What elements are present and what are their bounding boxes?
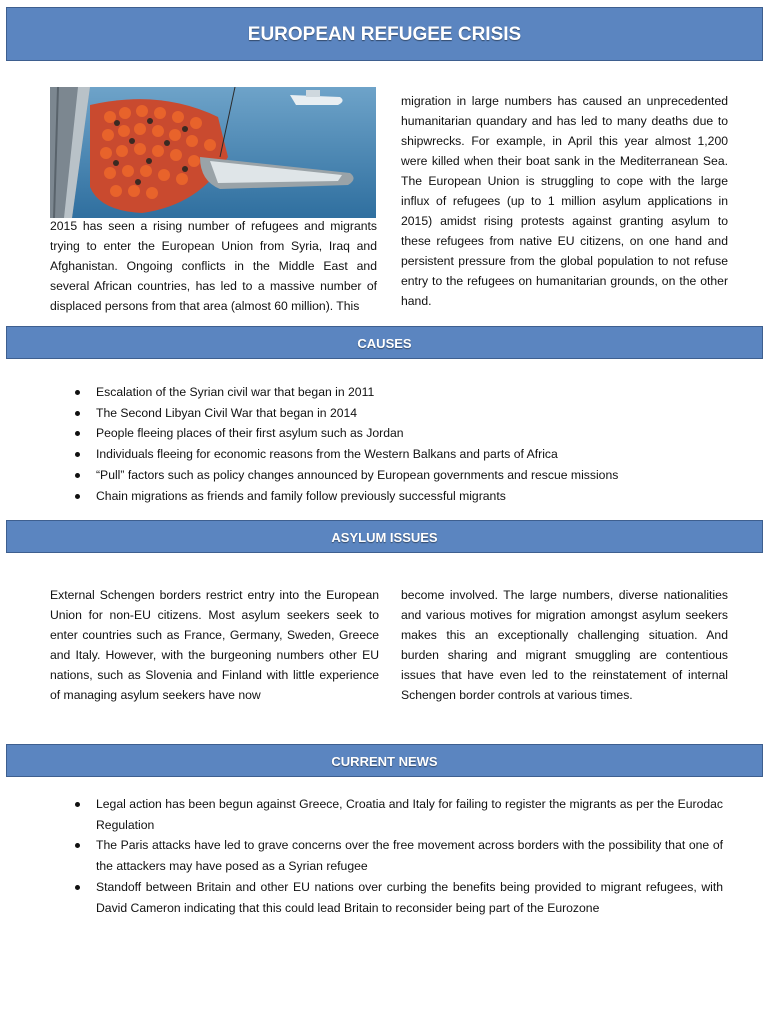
news-list [71,794,723,918]
list-item: Chain migrations as friends and family follow previously successful migrants [71,486,741,507]
causes-list [71,382,741,506]
asylum-right-text: become involved. The large numbers, diverse nationalities and various motives for migration amongst asylum seekers makes this an exceptionally challenging situation. And burden sharing and migrant smuggling are contentious issues that have even led to the reinstatement of internal Schengen border controls at various times. [401,588,728,702]
list-item: The Second Libyan Civil War that began in 2014 [71,403,741,424]
intro-right-text: migration in large numbers has caused an unprecedented humanitarian quandary and has led to many deaths due to shipwrecks. For example, in April this year almost 1,200 were killed when their boat sank in the Mediterranean Sea. The European Union is struggling to cope with the large influx of refugees (up to 1 million asylum applications in 2015) amidst rising protests against granting asylum to these refugees from native EU citizens, on one hand and persistent pressure from the global population to not refuse entry to the refugees on humanitarian grounds, on the other hand. [401,94,728,308]
current-news-heading: CURRENT NEWS [6,744,763,777]
list-item: People fleeing places of their first asylum such as Jordan [71,423,741,444]
list-item: The Paris attacks have led to grave concerns over the free movement across borders with the possibility that one of the attackers may have posed as a Syrian refugee [71,835,723,876]
page-title: EUROPEAN REFUGEE CRISIS [6,7,763,61]
causes-heading: CAUSES [6,326,763,359]
list-item: Legal action has been begun against Greece, Croatia and Italy for failing to register the migrants as per the Eurodac Regulation [71,794,723,835]
list-item: “Pull” factors such as policy changes announced by European governments and rescue missions [71,465,741,486]
list-item: Individuals fleeing for economic reasons from the Western Balkans and parts of Africa [71,444,741,465]
list-item: Escalation of the Syrian civil war that began in 2011 [71,382,741,403]
refugee-boat-photo [50,87,376,218]
asylum-left-text: External Schengen borders restrict entry into the European Union for non-EU citizens. Most asylum seekers seek to enter countries such as France, Germany, Sweden, Greece and Italy. However, with the burgeoning numbers other EU nations, such as Slovenia and Finland with little experience of managing asylum seekers have now [50,588,379,702]
intro-left-text: 2015 has seen a rising number of refugees and migrants trying to enter the European Union from Syria, Iraq and Afghanistan. Ongoing conflicts in the Middle East and several African countries, has led to a massive number of displaced persons from that area (almost 60 million). This [50,219,377,313]
list-item: Standoff between Britain and other EU nations over curbing the benefits being provided to migrant refugees, with David Cameron indicating that this could lead Britain to reconsider being part of the Eurozone [71,877,723,918]
asylum-issues-heading: ASYLUM ISSUES [6,520,763,553]
